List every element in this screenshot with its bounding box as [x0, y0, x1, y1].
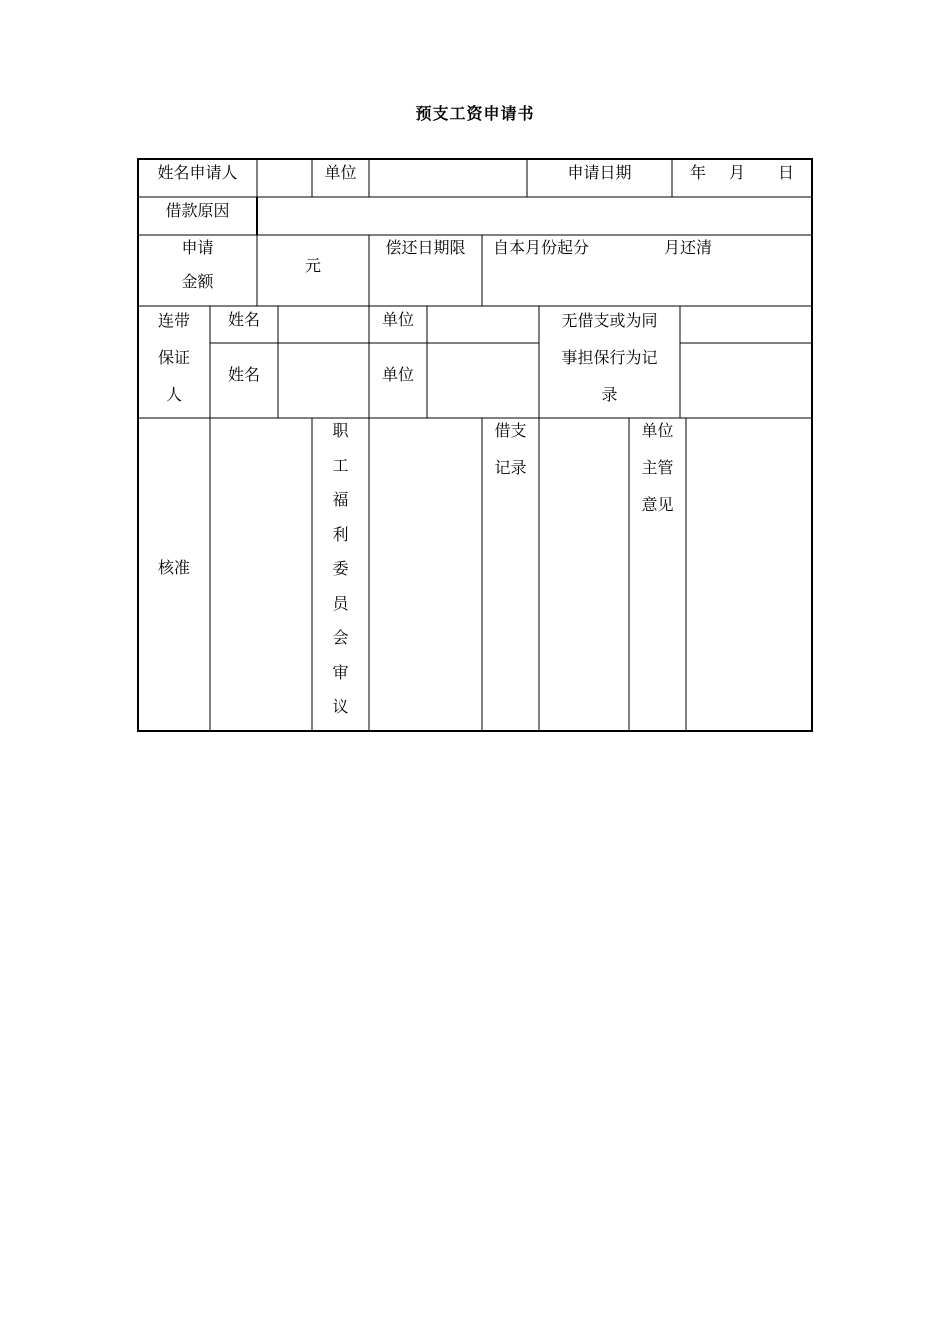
year-label: 年	[690, 163, 707, 182]
loan-record-line1: 借支	[494, 421, 527, 440]
amount-label-line2: 金额	[181, 272, 214, 291]
applicant-name-label: 姓名申请人	[157, 163, 238, 182]
supervisor-line2: 主管	[641, 458, 674, 477]
month-label: 月	[729, 163, 746, 182]
guarantor-name-label-2: 姓名	[227, 365, 260, 384]
committee-char: 工	[332, 455, 349, 475]
day-label: 日	[778, 163, 795, 182]
committee-char: 利	[332, 524, 349, 544]
guarantor-record-label	[539, 302, 680, 413]
committee-char: 委	[332, 559, 349, 578]
guarantor-label-line2: 保证	[157, 348, 190, 367]
loan-record-line2: 记录	[494, 458, 527, 477]
welfare-committee-label	[312, 421, 369, 732]
document-title: 预支工资申请书	[415, 104, 535, 123]
reason-label: 借款原因	[165, 201, 230, 220]
guarantor-label-line1: 连带	[157, 311, 190, 330]
guarantor-unit-label-1: 单位	[381, 310, 414, 329]
supervisor-opinion-label	[629, 412, 686, 523]
supervisor-line1: 单位	[641, 421, 674, 440]
guarantor-unit-label-2: 单位	[381, 365, 414, 384]
currency-yuan: 元	[305, 256, 322, 275]
applicant-name-field[interactable]	[257, 163, 312, 193]
committee-char: 审	[332, 662, 349, 682]
supervisor-line3: 意见	[641, 495, 674, 514]
repay-deadline-label: 偿还日期限	[385, 238, 466, 257]
guarantor-record-line3: 录	[601, 385, 618, 404]
guarantor-label	[138, 302, 210, 413]
unit-label: 单位	[324, 163, 357, 182]
guarantor-label-line3: 人	[165, 385, 182, 404]
approval-label: 核准	[157, 558, 190, 577]
amount-label-line1: 申请	[181, 238, 214, 257]
apply-date-label: 申请日期	[567, 163, 632, 182]
loan-record-label	[482, 412, 539, 486]
guarantor-record-line1: 无借支或为同	[561, 311, 658, 330]
unit-field[interactable]	[369, 163, 527, 193]
committee-char: 福	[332, 490, 349, 509]
reason-field[interactable]	[258, 198, 812, 234]
guarantor-name-label-1: 姓名	[227, 310, 260, 329]
repay-from-text: 自本月份起分	[493, 238, 590, 257]
repay-to-text: 月还清	[664, 238, 713, 257]
committee-char: 职	[332, 421, 349, 440]
committee-char: 员	[332, 593, 349, 613]
committee-char: 会	[332, 628, 349, 647]
guarantor-record-line2: 事担保行为记	[561, 348, 658, 367]
committee-char: 议	[332, 697, 349, 716]
